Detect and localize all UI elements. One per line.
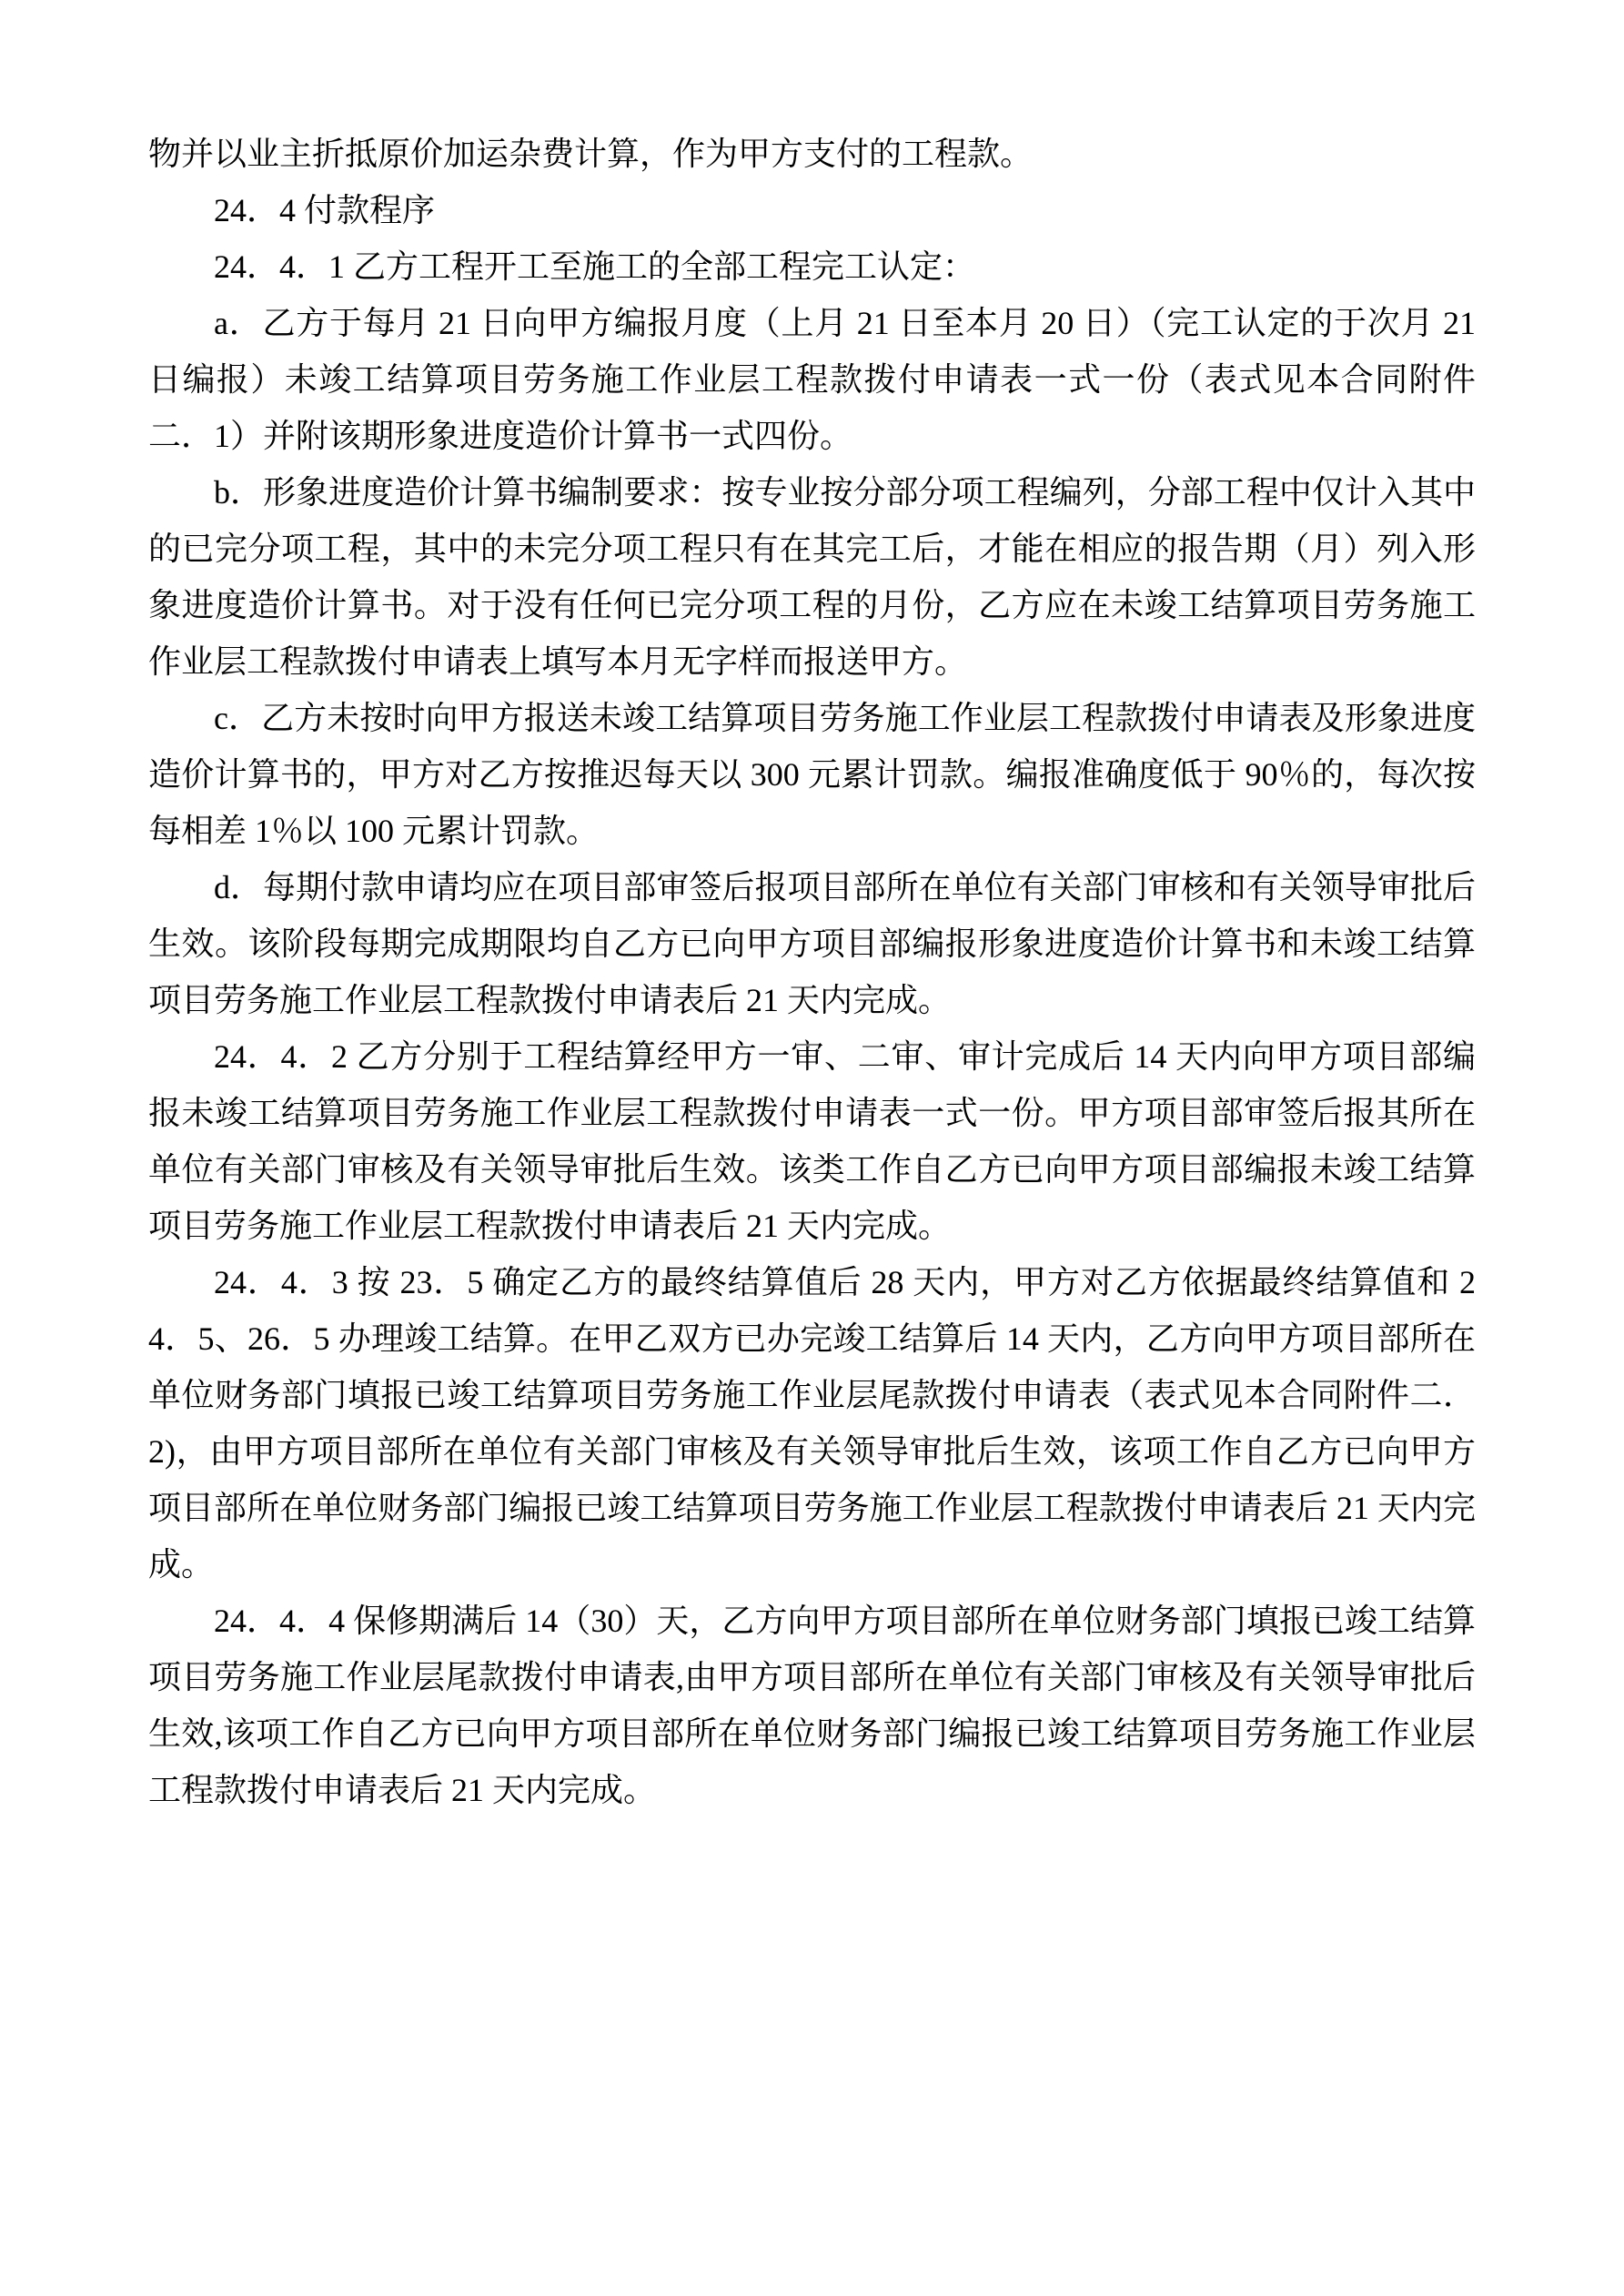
clause-24-4-4: 24．4．4 保修期满后 14（30）天，乙方向甲方项目部所在单位财务部门填报已竣工结算项目劳务施工作业层尾款拨付申请表,由甲方项目部所在单位有关部门审核及有关领导审批后生效,该项工作自乙方已向甲方项目部所在单位财务部门编报已竣工结算项目劳务施工作业层工程款拨付申请表后 21 天内完成。 bbox=[148, 1603, 1476, 1808]
clause-24-4-3: 24．4．3 按 23．5 确定乙方的最终结算值后 28 天内，甲方对乙方依据最终结算值和 24．5、26．5 办理竣工结算。在甲乙双方已办完竣工结算后 14 天内，乙方向甲方项目部所在单位财务部门填报已竣工结算项目劳务施工作业层尾款拨付申请表（表式见本合同附件二．2)，由甲方项目部所在单位有关部门审核及有关领导审批后生效，该项工作自乙方已向甲方项目部所在单位财务部门编报已竣工结算项目劳务施工作业层工程款拨付申请表后 21 天内完成。 bbox=[148, 1264, 1476, 1583]
clause-a: a．乙方于每月 21 日向甲方编报月度（上月 21 日至本月 20 日）（完工认定的于次月 21 日编报）未竣工结算项目劳务施工作业层工程款拨付申请表一式一份（表式见本合同附件二．1）并附该期形象进度造价计算书一式四份。 bbox=[148, 305, 1476, 454]
clause-24-4-2: 24．4．2 乙方分别于工程结算经甲方一审、二审、审计完成后 14 天内向甲方项目部编报未竣工结算项目劳务施工作业层工程款拨付申请表一式一份。甲方项目部审签后报其所在单位有关部门审核及有关领导审批后生效。该类工作自乙方已向甲方项目部编报未竣工结算项目劳务施工作业层工程款拨付申请表后 21 天内完成。 bbox=[148, 1038, 1476, 1244]
heading-24-4: 24．4 付款程序 bbox=[214, 192, 436, 228]
clause-c: c．乙方未按时向甲方报送未竣工结算项目劳务施工作业层工程款拨付申请表及形象进度造价计算书的，甲方对乙方按推迟每天以 300 元累计罚款。编报准确度低于 90％的，每次按每相差 1％以 100 元累计罚款。 bbox=[148, 700, 1476, 849]
clause-b: b．形象进度造价计算书编制要求：按专业按分部分项工程编列，分部工程中仅计入其中的已完分项工程，其中的未完分项工程只有在其完工后，才能在相应的报告期（月）列入形象进度造价计算书。对于没有任何已完分项工程的月份，乙方应在未竣工结算项目劳务施工作业层工程款拨付申请表上填写本月无字样而报送甲方。 bbox=[148, 474, 1476, 680]
clause-d: d．每期付款申请均应在项目部审签后报项目部所在单位有关部门审核和有关领导审批后生效。该阶段每期完成期限均自乙方已向甲方项目部编报形象进度造价计算书和未竣工结算项目劳务施工作业层工程款拨付申请表后 21 天内完成。 bbox=[148, 869, 1476, 1018]
clause-24-4-1: 24．4．1 乙方工程开工至施工的全部工程完工认定： bbox=[214, 248, 976, 285]
continuation-paragraph: 物并以业主折抵原价加运杂费计算，作为甲方支付的工程款。 bbox=[148, 136, 1034, 172]
